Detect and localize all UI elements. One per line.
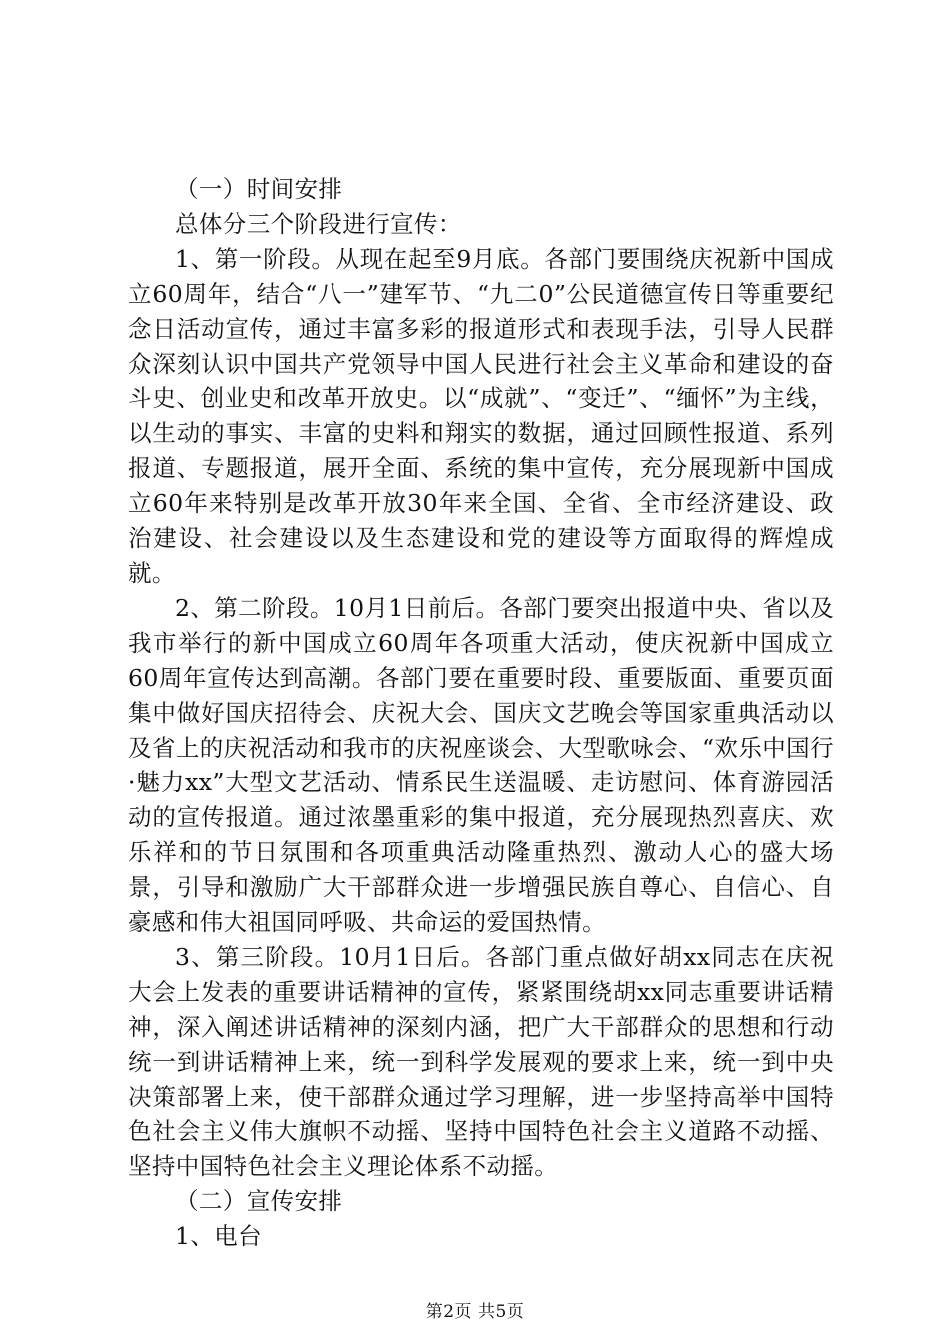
phase-two-paragraph: 2、第二阶段。10月1日前后。各部门要突出报道中央、省以及我市举行的新中国成立60周年各项重大活动，使庆祝新中国成立60周年宣传达到高潮。各部门要在重要时段、重要版面、重要页面集中做好国庆招待会、庆祝大会、国庆文艺晚会等国家重典活动以及省上的庆祝活动和我市的庆祝座谈会、大型歌咏会、“欢乐中国行·魅力xx”大型文艺活动、情系民生送温暖、走访慰问、体育游园活动的宣传报道。通过浓墨重彩的集中报道，充分展现热烈喜庆、欢乐祥和的节日氛围和各项重典活动隆重热烈、激动人心的盛大场景，引导和激励广大干部群众进一步增强民族自尊心、自信心、自豪感和伟大祖国同呼吸、共命运的爱国热情。 xyxy=(128,593,834,937)
radio-item: 1、电台 xyxy=(175,1222,263,1251)
phase-three-paragraph: 3、第三阶段。10月1日后。各部门重点做好胡xx同志在庆祝大会上发表的重要讲话精神的宣传，紧紧围绕胡xx同志重要讲话精神，深入阐述讲话精神的深刻内涵，把广大干部群众的思想和行动统一到讲话精神上来，统一到科学发展观的要求上来，统一到中央决策部署上来，使干部群众通过学习理解，进一步坚持高举中国特色社会主义伟大旗帜不动摇、坚持中国特色社会主义道路不动摇、坚持中国特色社会主义理论体系不动摇。 xyxy=(128,942,834,1181)
phase-one-paragraph: 1、第一阶段。从现在起至9月底。各部门要围绕庆祝新中国成立60周年，结合“八一”建军节、“九二0”公民道德宣传日等重要纪念日活动宣传，通过丰富多彩的报道形式和表现手法，引导人民群众深刻认识中国共产党领导中国人民进行社会主义革命和建设的奋斗史、创业史和改革开放史。以“成就”、“变迁”、“缅怀”为主线，以生动的事实、丰富的史料和翔实的数据，通过回顾性报道、系列报道、专题报道，展开全面、系统的集中宣传，充分展现新中国成立60年来特别是改革开放30年来全国、全省、全市经济建设、政治建设、社会建设以及生态建设和党的建设等方面取得的辉煌成就。 xyxy=(128,244,834,587)
section-heading-time-schedule: （一）时间安排 xyxy=(175,175,343,203)
document-body xyxy=(128,172,834,1254)
section-heading-publicity: （二）宣传安排 xyxy=(175,1187,343,1216)
page-number-footer: 第2页 共5页 xyxy=(425,1302,525,1322)
intro-paragraph: 总体分三个阶段进行宣传： xyxy=(175,209,462,238)
